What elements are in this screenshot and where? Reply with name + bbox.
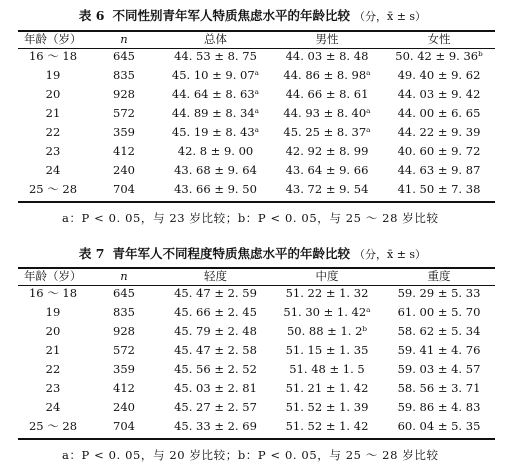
table-cell: 42. 92 ± 8. 99 bbox=[285, 144, 369, 158]
table-row bbox=[18, 379, 495, 398]
table-cell: 41. 50 ± 7. 38 bbox=[397, 182, 481, 196]
table-cell: 44. 63 ± 9. 87 bbox=[397, 163, 481, 177]
table-cell: 16 ～ 18 bbox=[28, 286, 78, 300]
table7-header-mild: 轻度 bbox=[204, 269, 227, 283]
table7-header-moderate: 中度 bbox=[315, 269, 339, 283]
table-row bbox=[18, 284, 495, 303]
table-cell: 45. 25 ± 8. 37ᵃ bbox=[283, 125, 371, 139]
table-cell: 928 bbox=[113, 324, 135, 338]
table-row bbox=[18, 123, 495, 142]
table-cell: 704 bbox=[113, 419, 135, 433]
table-cell: 45. 03 ± 2. 81 bbox=[174, 381, 257, 395]
table-cell: 45. 66 ± 2. 45 bbox=[174, 305, 257, 319]
table-cell: 23 bbox=[45, 144, 61, 158]
table-cell: 20 bbox=[45, 324, 61, 338]
table6-header-age: 年龄（岁） bbox=[24, 32, 82, 46]
table-row bbox=[18, 66, 495, 85]
table-cell: 51. 52 ± 1. 42 bbox=[285, 419, 369, 433]
table-cell: 24 bbox=[45, 163, 61, 177]
table-cell: 51. 15 ± 1. 35 bbox=[285, 343, 369, 357]
table-cell: 44. 22 ± 9. 39 bbox=[397, 125, 481, 139]
table-cell: 45. 56 ± 2. 52 bbox=[174, 362, 257, 376]
table-cell: 43. 64 ± 9. 66 bbox=[285, 163, 369, 177]
table-cell: 58. 62 ± 5. 34 bbox=[397, 324, 481, 338]
table-cell: 44. 64 ± 8. 63ᵃ bbox=[171, 87, 260, 101]
table-cell: 50. 42 ± 9. 36ᵇ bbox=[395, 49, 483, 63]
table7-number: 表 7 bbox=[78, 246, 105, 261]
table-row bbox=[18, 142, 495, 161]
table-row bbox=[18, 360, 495, 379]
table-cell: 42. 8 ± 9. 00 bbox=[177, 144, 254, 158]
table-row bbox=[18, 85, 495, 104]
table-cell: 21 bbox=[45, 343, 61, 357]
table-cell: 16 ～ 18 bbox=[28, 49, 78, 63]
table-cell: 44. 89 ± 8. 34ᵃ bbox=[171, 106, 260, 120]
table-cell: 43. 68 ± 9. 64 bbox=[174, 163, 257, 177]
table6-header-row bbox=[18, 32, 495, 47]
table6-header-n: n bbox=[120, 32, 128, 46]
table-cell: 45. 79 ± 2. 48 bbox=[174, 324, 257, 338]
table-cell: 44. 93 ± 8. 40ᵃ bbox=[283, 106, 371, 120]
table-cell: 359 bbox=[113, 125, 135, 139]
table-row bbox=[18, 104, 495, 123]
table-cell: 645 bbox=[113, 49, 135, 63]
table-cell: 40. 60 ± 9. 72 bbox=[397, 144, 481, 158]
table-cell: 45. 33 ± 2. 69 bbox=[174, 419, 257, 433]
table6-number: 表 6 bbox=[78, 8, 105, 23]
table6-header-total: 总体 bbox=[204, 32, 227, 46]
table7-title: 青年军人不同程度特质焦虑水平的年龄比较 bbox=[112, 246, 350, 261]
table-cell: 44. 66 ± 8. 61 bbox=[285, 87, 369, 101]
table6-header-male: 男性 bbox=[315, 32, 339, 46]
table-cell: 51. 48 ± 1. 5 bbox=[289, 362, 365, 376]
table7-caption bbox=[0, 246, 505, 263]
table7-header-severe: 重度 bbox=[427, 269, 451, 283]
table7-header-age: 年龄（岁） bbox=[24, 269, 82, 283]
table-cell: 359 bbox=[113, 362, 135, 376]
table-row bbox=[18, 161, 495, 180]
table-row bbox=[18, 47, 495, 66]
table-cell: 45. 10 ± 9. 07ᵃ bbox=[171, 68, 260, 82]
table-row bbox=[18, 322, 495, 341]
table-cell: 51. 30 ± 1. 42ᵃ bbox=[283, 305, 371, 319]
table7-header-rule bbox=[18, 285, 495, 286]
table7 bbox=[18, 269, 495, 436]
table6-header-female: 女性 bbox=[427, 32, 451, 46]
table-cell: 704 bbox=[113, 182, 135, 196]
table-cell: 45. 19 ± 8. 43ᵃ bbox=[171, 125, 260, 139]
table-cell: 412 bbox=[113, 144, 135, 158]
table-cell: 44. 03 ± 9. 42 bbox=[397, 87, 481, 101]
table-cell: 19 bbox=[45, 305, 61, 319]
table-cell: 59. 29 ± 5. 33 bbox=[397, 286, 481, 300]
table-cell: 50. 88 ± 1. 2ᵇ bbox=[286, 324, 368, 338]
table-row bbox=[18, 398, 495, 417]
table6-bottom-rule bbox=[18, 201, 495, 203]
table-cell: 61. 00 ± 5. 70 bbox=[397, 305, 481, 319]
table-cell: 45. 27 ± 2. 57 bbox=[174, 400, 257, 414]
table-cell: 21 bbox=[45, 106, 61, 120]
table-cell: 59. 03 ± 4. 57 bbox=[397, 362, 481, 376]
table-cell: 835 bbox=[113, 305, 135, 319]
table-cell: 45. 47 ± 2. 59 bbox=[174, 286, 257, 300]
table6-caption bbox=[0, 8, 505, 25]
table6 bbox=[18, 32, 495, 199]
table7-bottom-rule bbox=[18, 438, 495, 440]
table7-header-row bbox=[18, 269, 495, 284]
table-row bbox=[18, 341, 495, 360]
table-cell: 20 bbox=[45, 87, 61, 101]
table7-header-n: n bbox=[120, 269, 128, 283]
table-cell: 58. 56 ± 3. 71 bbox=[397, 381, 481, 395]
table-cell: 44. 00 ± 6. 65 bbox=[397, 106, 481, 120]
table-cell: 43. 66 ± 9. 50 bbox=[174, 182, 257, 196]
table-cell: 44. 03 ± 8. 48 bbox=[285, 49, 369, 63]
table-cell: 51. 52 ± 1. 39 bbox=[285, 400, 369, 414]
table-cell: 59. 41 ± 4. 76 bbox=[397, 343, 481, 357]
table-cell: 928 bbox=[113, 87, 135, 101]
table-cell: 24 bbox=[45, 400, 61, 414]
table-cell: 22 bbox=[45, 125, 61, 139]
table-cell: 45. 47 ± 2. 58 bbox=[174, 343, 257, 357]
table-cell: 22 bbox=[45, 362, 61, 376]
table7-footnote: a：P < 0. 05，与 20 岁比较；b：P < 0. 05，与 25 ～ 28 岁比较 bbox=[62, 448, 439, 462]
table-cell: 19 bbox=[45, 68, 61, 82]
table-cell: 44. 53 ± 8. 75 bbox=[174, 49, 257, 63]
table-cell: 572 bbox=[113, 343, 135, 357]
table-cell: 59. 86 ± 4. 83 bbox=[397, 400, 481, 414]
table-cell: 240 bbox=[113, 400, 135, 414]
table-cell: 49. 40 ± 9. 62 bbox=[397, 68, 481, 82]
table-cell: 44. 86 ± 8. 98ᵃ bbox=[283, 68, 371, 82]
table-cell: 25 ～ 28 bbox=[28, 182, 78, 196]
table6-unit: （分，x̄ ± s） bbox=[354, 10, 427, 23]
table7-unit: （分，x̄ ± s） bbox=[354, 248, 427, 261]
table-cell: 240 bbox=[113, 163, 135, 177]
table-cell: 412 bbox=[113, 381, 135, 395]
table-cell: 25 ～ 28 bbox=[28, 419, 78, 433]
table-row bbox=[18, 303, 495, 322]
table-cell: 572 bbox=[113, 106, 135, 120]
table-cell: 645 bbox=[113, 286, 135, 300]
table-cell: 51. 22 ± 1. 32 bbox=[285, 286, 369, 300]
table-cell: 51. 21 ± 1. 42 bbox=[285, 381, 369, 395]
table6-footnote: a：P < 0. 05，与 23 岁比较；b：P < 0. 05，与 25 ～ 28 岁比较 bbox=[62, 211, 439, 225]
table6-title: 不同性别青年军人特质焦虑水平的年龄比较 bbox=[112, 8, 350, 23]
table-cell: 835 bbox=[113, 68, 135, 82]
table-cell: 60. 04 ± 5. 35 bbox=[397, 419, 481, 433]
table-cell: 23 bbox=[45, 381, 61, 395]
table-cell: 43. 72 ± 9. 54 bbox=[285, 182, 369, 196]
table-row bbox=[18, 417, 495, 436]
table6-header-rule bbox=[18, 48, 495, 49]
table-row bbox=[18, 180, 495, 199]
